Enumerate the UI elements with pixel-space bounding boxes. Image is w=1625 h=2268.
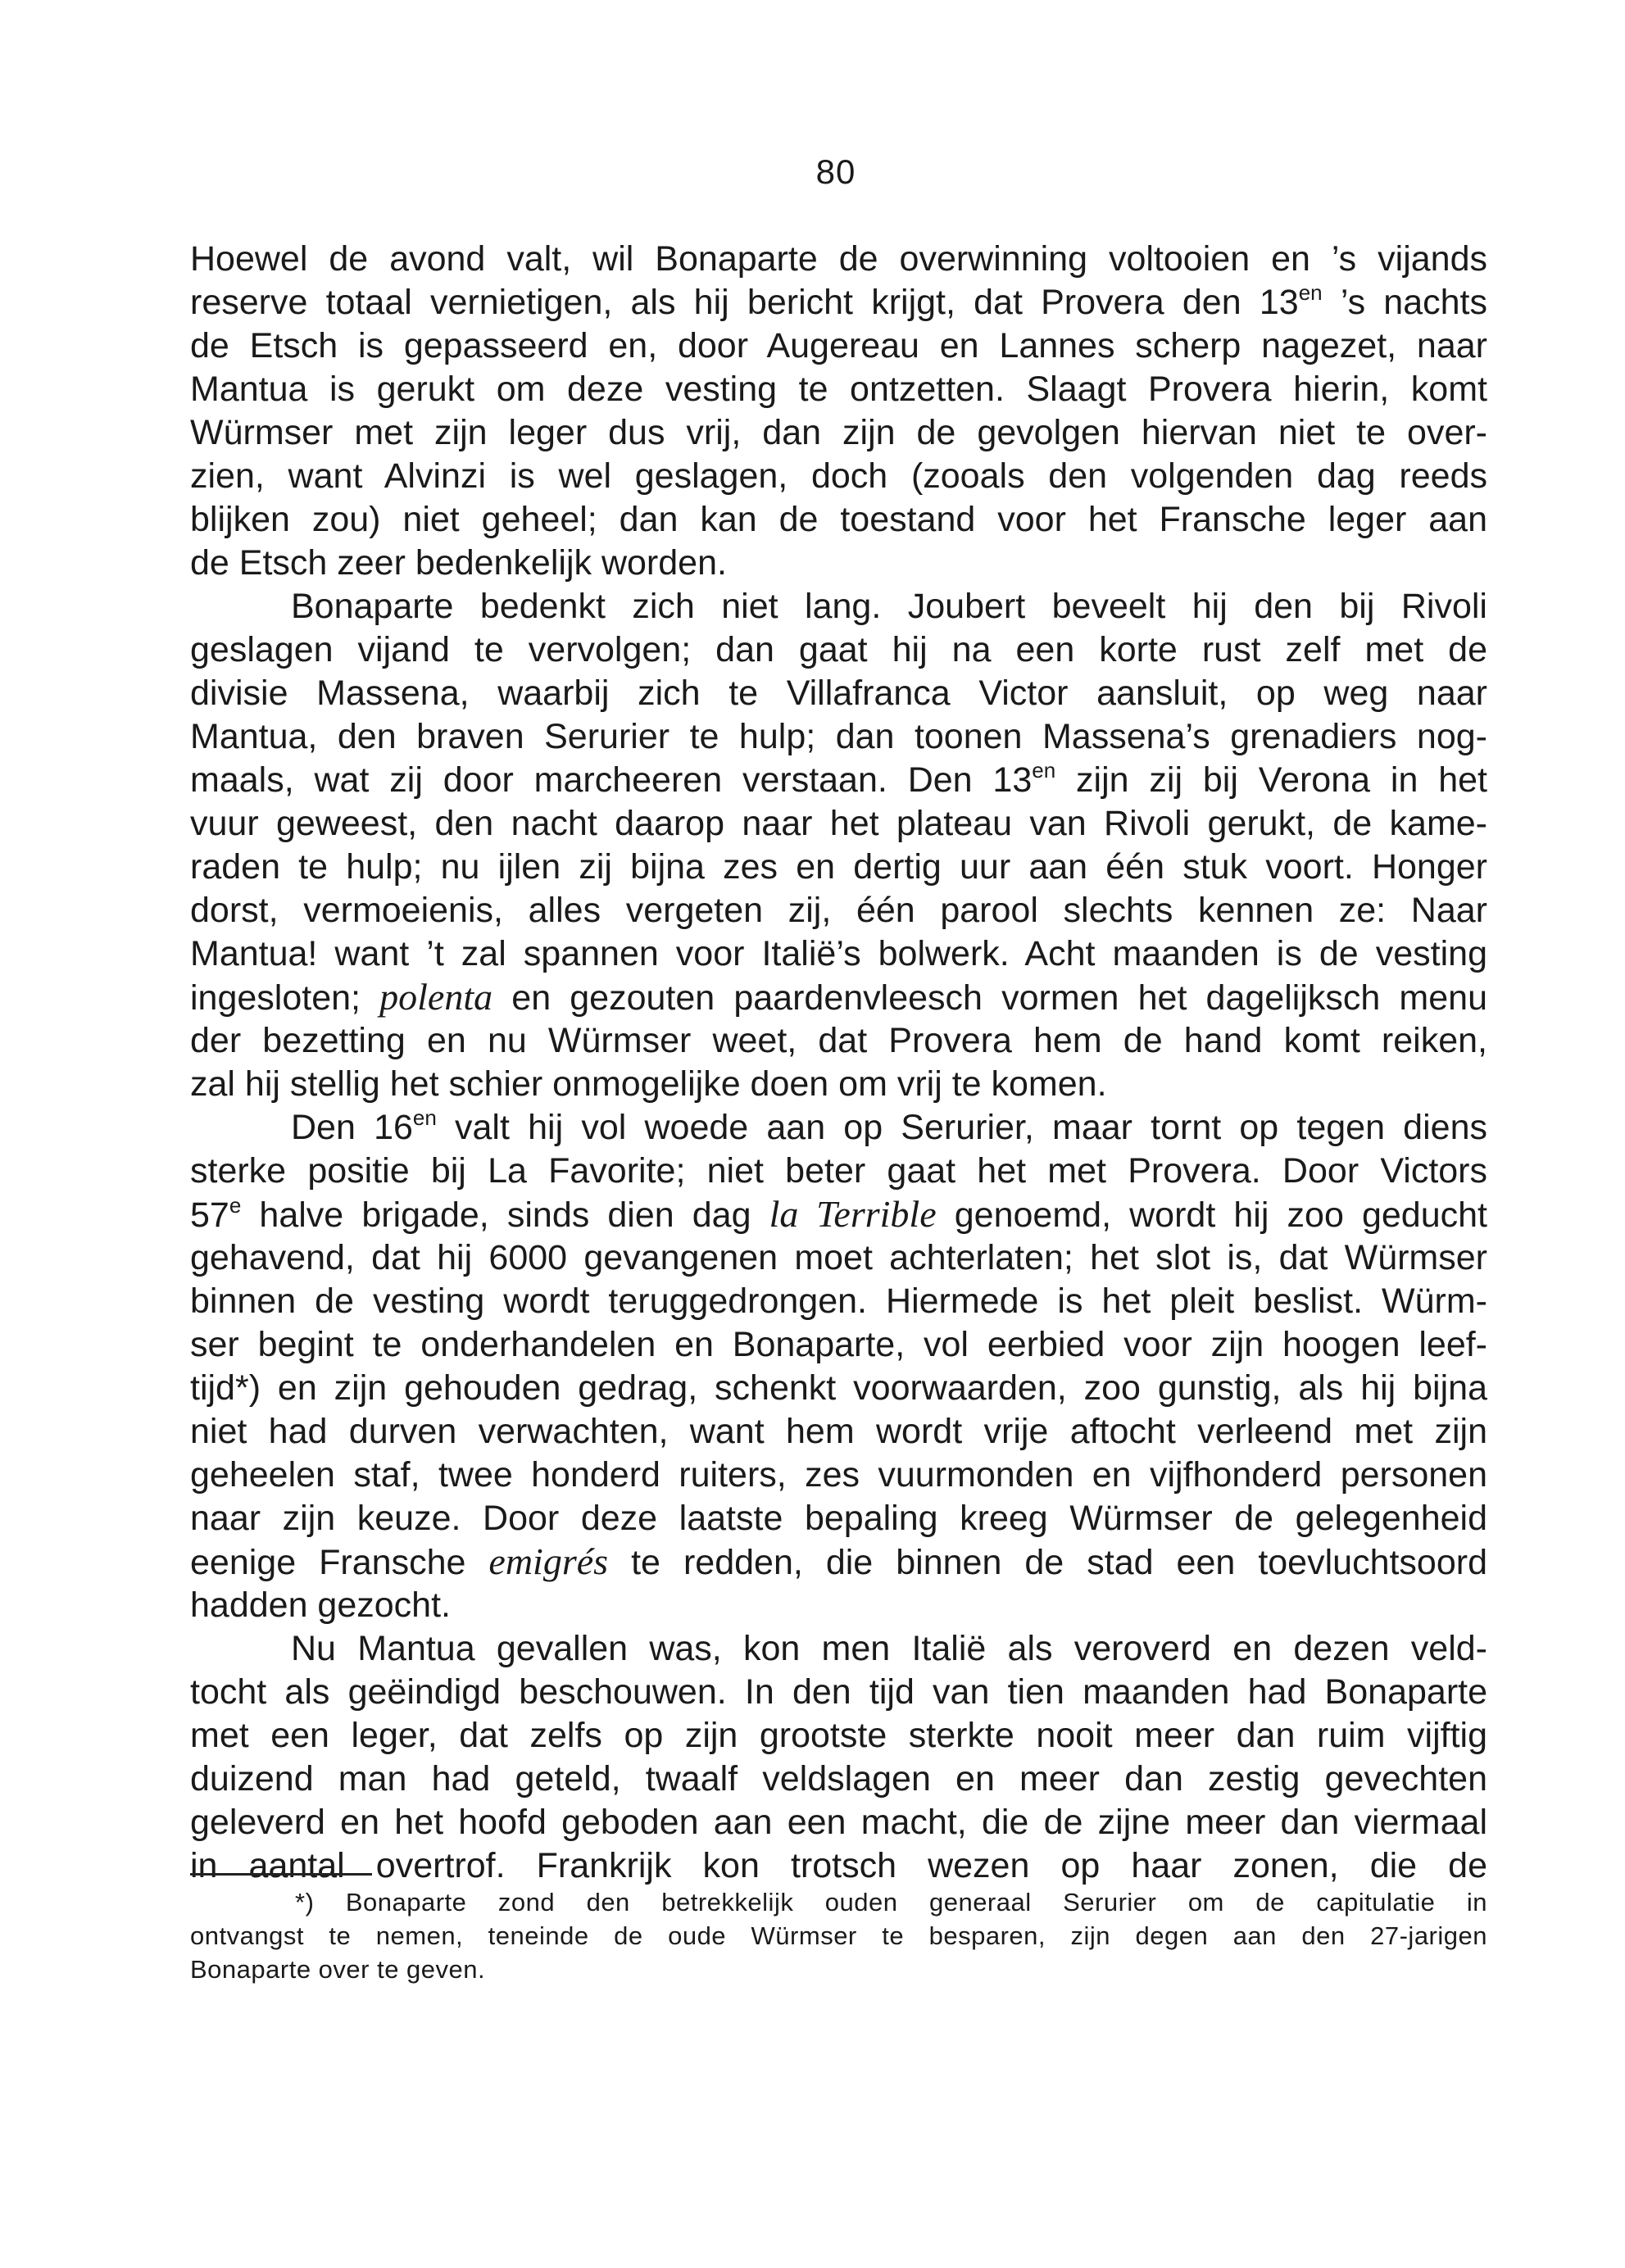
text-line: in aantal overtrof. Frankrijk kon trotsch wezen op haar zonen, die de (190, 1846, 1487, 1885)
text-line: zien, want Alvinzi is wel geslagen, doch (zooals den volgenden dag reeds (190, 456, 1487, 496)
text-line: hadden gezocht. (190, 1585, 451, 1625)
text-segment: ’s nachts (1322, 283, 1487, 322)
text-line: ser begint te onderhandelen en Bonaparte, vol eerbied voor zijn hoogen leef- (190, 1325, 1487, 1364)
text-line: tocht als geëindigd beschouwen. In den tijd van tien maanden had Bonaparte (190, 1672, 1487, 1712)
footnote-line: *) Bonaparte zond den betrekkelijk ouden generaal Serurier om de capitulatie in (295, 1888, 1487, 1916)
text-line (190, 974, 1487, 1020)
text-segment: genoemd, wordt hij zoo geducht (936, 1195, 1487, 1235)
text-line (291, 1105, 1487, 1150)
text-line: de Etsch zeer bedenkelijk worden. (190, 543, 727, 583)
text-line: Mantua! want ’t zal spannen voor Italië’s bolwerk. Acht maanden is de vesting (190, 934, 1487, 973)
footnote-divider (190, 1873, 372, 1876)
text-line: naar zijn keuze. Door deze laatste bepaling kreeg Würmser de gelegenheid (190, 1499, 1487, 1538)
text-line: geheelen staf, twee honderd ruiters, zes vuurmonden en vijfhonderd personen (190, 1455, 1487, 1495)
text-line: Hoewel de avond valt, wil Bonaparte de overwinning voltooien en ’s vijands (190, 239, 1487, 279)
page-number: 80 (815, 152, 856, 191)
text-line: vuur geweest, den nacht daarop naar het plateau van Rivoli gerukt, de kame- (190, 804, 1487, 843)
text-line: zal hij stellig het schier onmogelijke doen om vrij te komen. (190, 1064, 1107, 1104)
text-line: sterke positie bij La Favorite; niet beter gaat het met Provera. Door Victors (190, 1151, 1487, 1191)
text-line: divisie Massena, waarbij zich te Villafranca Victor aansluit, op weg naar (190, 674, 1487, 713)
text-line: geslagen vijand te vervolgen; dan gaat hij na een korte rust zelf met de (190, 630, 1487, 669)
text-line: Würmser met zijn leger dus vrij, dan zijn de gevolgen hiervan niet te over- (190, 413, 1487, 452)
text-line (190, 1539, 1487, 1585)
text-segment: en gezouten paardenvleesch vormen het dagelijksch menu (492, 978, 1487, 1018)
text-line: tijd*) en zijn gehouden gedrag, schenkt voorwaarden, zoo gunstig, als hij bijna (190, 1368, 1487, 1408)
text-segment: eenige Fransche (190, 1543, 489, 1582)
text-line: dorst, vermoeienis, alles vergeten zij, één parool slechts kennen ze: Naar (190, 891, 1487, 930)
text-line (190, 1191, 1487, 1237)
text-segment: Den 16 (291, 1108, 413, 1147)
text-segment: 57 (190, 1195, 229, 1235)
text-line: Mantua, den braven Serurier te hulp; dan toonen Massena’s grenadiers nog- (190, 717, 1487, 756)
text-line: Nu Mantua gevallen was, kon men Italië als veroverd en dezen veld- (291, 1629, 1487, 1668)
text-line: de Etsch is gepasseerd en, door Augereau en Lannes scherp nagezet, naar (190, 326, 1487, 365)
text-line: duizend man had geteld, twaalf veldslagen en meer dan zestig gevechten (190, 1759, 1487, 1799)
italic-term: polenta (379, 976, 493, 1018)
text-segment: zijn zij bij Verona in het (1055, 760, 1488, 800)
footnote-line: ontvangst te nemen, teneinde de oude Würmser te besparen, zijn degen aan den 27-jarigen (190, 1921, 1487, 1950)
text-segment: ingesloten; (190, 978, 380, 1018)
italic-term: emigrés (488, 1540, 609, 1582)
text-segment: te redden, die binnen de stad een toevluchtsoord (608, 1543, 1487, 1582)
superscript: e (229, 1192, 242, 1218)
superscript: en (1298, 279, 1323, 305)
text-line (190, 757, 1487, 803)
text-line: blijken zou) niet geheel; dan kan de toestand voor het Fransche leger aan (190, 500, 1487, 539)
text-segment: reserve totaal vernietigen, als hij bericht krijgt, dat Provera den 13 (190, 283, 1299, 322)
text-segment: maals, wat zij door marcheeren verstaan. Den 13 (190, 760, 1033, 800)
footnote-line: Bonaparte over te geven. (190, 1955, 486, 1984)
superscript: en (1032, 757, 1056, 782)
text-line (190, 279, 1487, 325)
text-line: geleverd en het hoofd geboden aan een macht, die de zijne meer dan viermaal (190, 1803, 1487, 1842)
text-line: Bonaparte bedenkt zich niet lang. Joubert beveelt hij den bij Rivoli (291, 587, 1487, 626)
text-line: gehavend, dat hij 6000 gevangenen moet achterlaten; het slot is, dat Würmser (190, 1238, 1487, 1277)
text-line: binnen de vesting wordt teruggedrongen. Hiermede is het pleit beslist. Würm- (190, 1281, 1487, 1321)
text-segment: valt hij vol woede aan op Serurier, maar tornt op tegen diens (436, 1108, 1487, 1147)
superscript: en (412, 1105, 437, 1130)
italic-term: la Terrible (769, 1193, 937, 1235)
text-line: met een leger, dat zelfs op zijn grootste sterkte nooit meer dan ruim vijftig (190, 1716, 1487, 1755)
text-line: Mantua is gerukt om deze vesting te ontzetten. Slaagt Provera hierin, komt (190, 370, 1487, 409)
text-line: niet had durven verwachten, want hem wordt vrije aftocht verleend met zijn (190, 1412, 1487, 1451)
text-line: der bezetting en nu Würmser weet, dat Provera hem de hand komt reiken, (190, 1021, 1487, 1060)
text-segment: halve brigade, sinds dien dag (241, 1195, 769, 1235)
text-line: raden te hulp; nu ijlen zij bijna zes en dertig uur aan één stuk voort. Honger (190, 847, 1487, 887)
